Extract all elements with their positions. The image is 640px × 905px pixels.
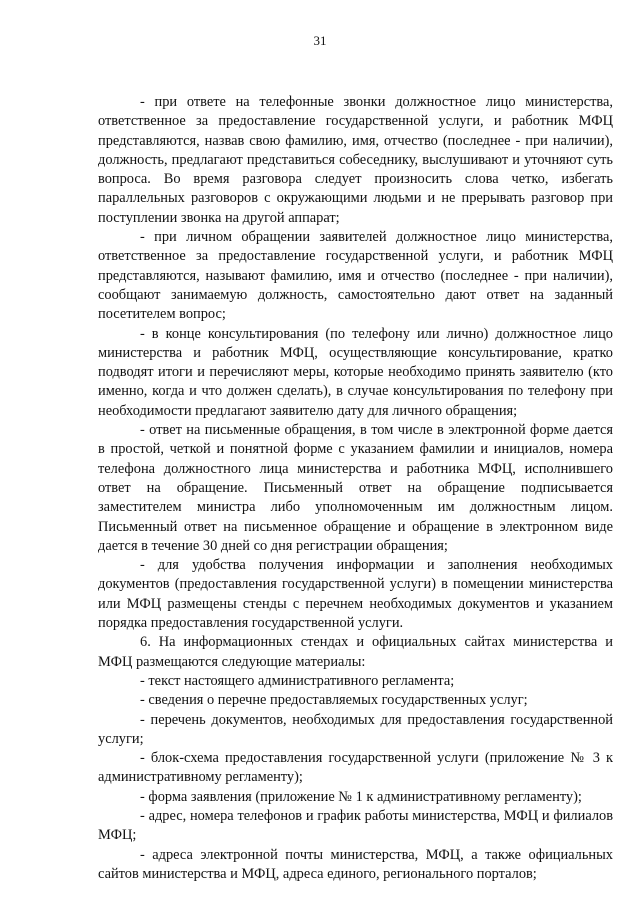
document-body — [98, 93, 613, 884]
paragraph: - при ответе на телефонные звонки должностное лицо министерства, ответственное за предоставление государственной услуги, и работник МФЦ представляются, назвав свою фамилию, имя, отчество (последнее - при наличии), должность, предлагают представиться собеседнику, выслушивают и уточняют суть вопроса. Во время разговора следует произносить слова четко, избегать параллельных разговоров с окружающими людьми и не прерывать разговор при поступлении звонка на другой аппарат; — [98, 94, 613, 226]
paragraph: - для удобства получения информации и заполнения необходимых документов (предоставления государственной услуги) в помещении министерства или МФЦ размещены стенды с перечнем необходимых документов и указанием порядка предоставления государственной услуги. — [98, 557, 613, 632]
paragraph: - сведения о перечне предоставляемых государственных услуг; — [140, 692, 528, 709]
paragraph: - адрес, номера телефонов и график работы министерства, МФЦ и филиалов МФЦ; — [98, 807, 613, 844]
paragraph: - при личном обращении заявителей должностное лицо министерства, ответственное за предоставление государственной услуги, и работник МФЦ представляются, называют фамилию, имя и отчество (последнее - при наличии), сообщают занимаемую должность, самостоятельно дают ответ на заданный посетителем вопрос; — [98, 229, 613, 323]
paragraph: - в конце консультирования (по телефону или лично) должностное лицо министерства и работник МФЦ, осуществляющие консультирование, кратко подводят итоги и перечисляют меры, которые необходимо принять заявителю (кто именно, когда и что должен сделать), в случае консультирования по телефону при необходимости предлагают заявителю дату для личного обращения; — [98, 325, 613, 419]
paragraph: - адреса электронной почты министерства, МФЦ, а также официальных сайтов министерства и МФЦ, адреса единого, регионального порталов; — [98, 846, 613, 882]
paragraph: 6. На информационных стендах и официальных сайтах министерства и МФЦ размещаются следующие материалы: — [98, 634, 613, 670]
paragraph: - блок-схема предоставления государственной услуги (приложение № 3 к административному регламенту); — [98, 750, 613, 786]
paragraph: - перечень документов, необходимых для предоставления государственной услуги; — [98, 711, 613, 747]
paragraph: - ответ на письменные обращения, в том числе в электронной форме дается в простой, четкой и понятной форме с указанием фамилии и инициалов, номера телефона должностного лица министерства и работника МФЦ, исполнившего ответ на обращение. Письменный ответ на обращение подписывается заместителем министра либо уполномоченным им должностным лицом. Письменный ответ на письменное обращение и обращение в электронном виде дается в течение 30 дней со дня регистрации обращения; — [98, 422, 613, 554]
paragraph: - форма заявления (приложение № 1 к административному регламенту); — [140, 788, 582, 805]
paragraph: - текст настоящего административного регламента; — [140, 672, 455, 689]
page-number: 31 — [313, 33, 327, 48]
